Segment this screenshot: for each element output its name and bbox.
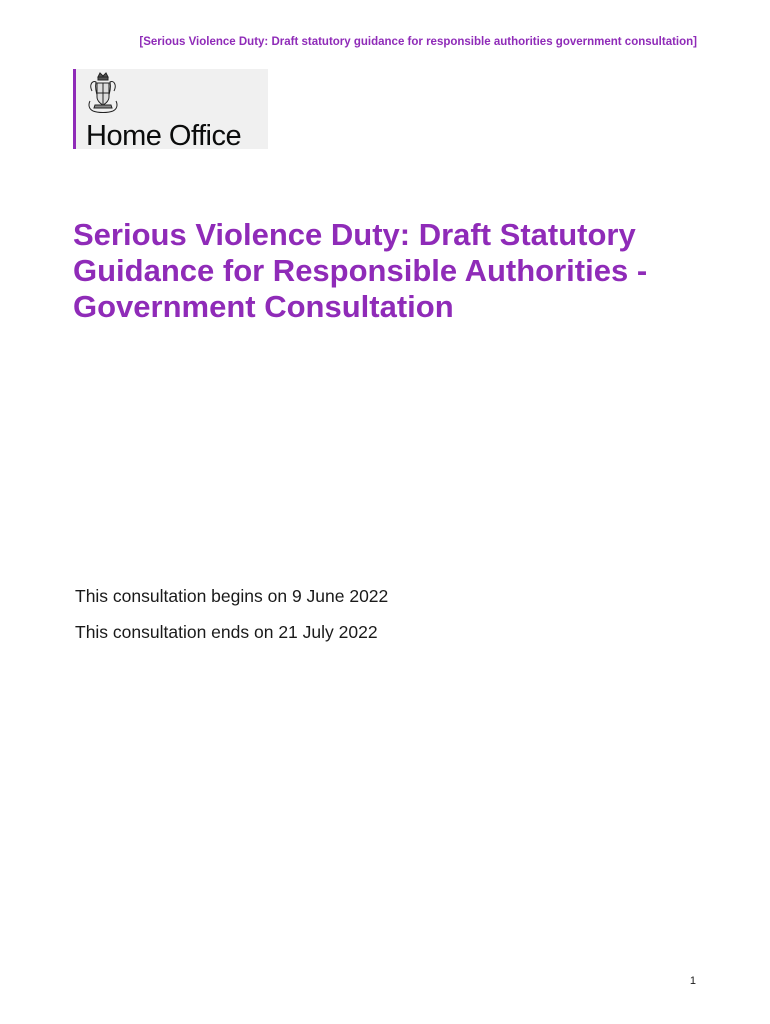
home-office-logo <box>73 69 268 152</box>
department-name: Home Office <box>86 120 242 152</box>
consultation-ends: This consultation ends on 21 July 2022 <box>75 622 378 642</box>
document-title: Serious Violence Duty: Draft Statutory Guidance for Responsible Authorities - Government Consultation <box>73 217 648 324</box>
running-header: [Serious Violence Duty: Draft statutory guidance for responsible authorities government consultation] <box>139 36 697 48</box>
page-number: 1 <box>689 975 696 987</box>
royal-coat-of-arms-icon <box>86 71 120 117</box>
logo-accent-bar <box>73 69 76 149</box>
consultation-begins: This consultation begins on 9 June 2022 <box>75 586 389 606</box>
